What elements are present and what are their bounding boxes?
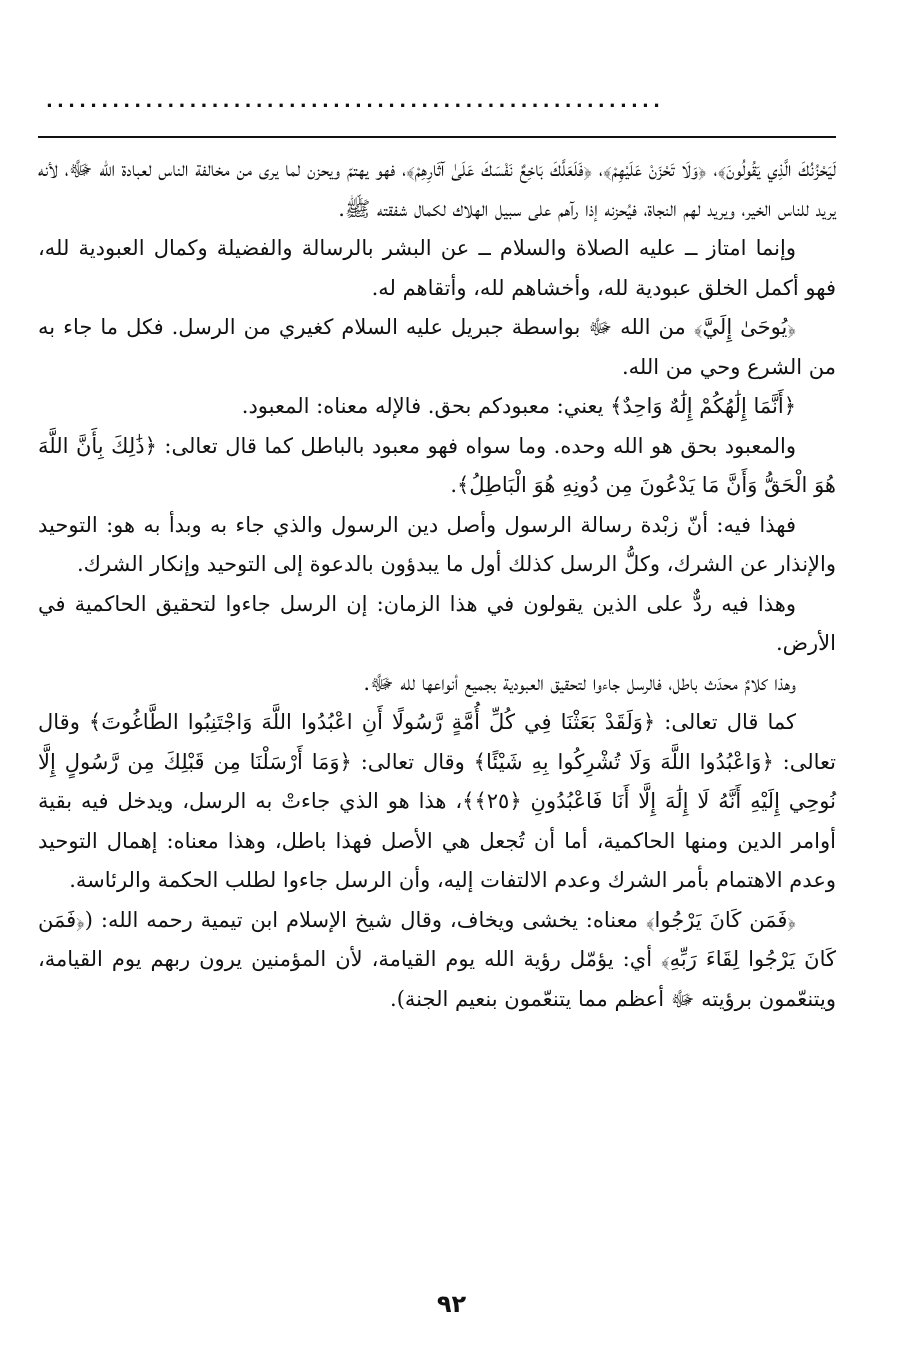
paragraph-7: وهذا فيه ردٌّ على الذين يقولون في هذا الزمان: إن الرسل جاءوا لتحقيق الحاكمية في الأرض. <box>38 591 836 655</box>
header-dots: ........................................................ <box>46 92 665 112</box>
page-number: ٩٢ <box>436 1290 467 1318</box>
paragraph-10: ﴿فَمَن كَانَ يَرْجُوا﴾ معناه: يخشى ويخاف، وقال شيخ الإسلام ابن تيمية رحمه الله: (﴿فَمَن كَانَ يَرْجُوا لِقَاءَ رَبِّهِ﴾ أي: يؤمّل رؤية الله يوم القيامة، لأن المؤمنين يرون ربهم يوم القيامة، ويتنعّمون برؤيته ﷻ أعظم مما يتنعّمون بنعيم الجنة). <box>38 907 836 1011</box>
paragraph-5: والمعبود بحق هو الله وحده. وما سواه فهو معبود بالباطل كما قال تعالى: ﴿ذَٰلِكَ بِأَنَّ اللَّهَ هُوَ الْحَقُّ وَأَنَّ مَا يَدْعُونَ مِن دُونِهِ هُوَ الْبَاطِلُ﴾. <box>38 433 836 497</box>
page-body <box>38 150 836 1019</box>
paragraph-8: وهذا كلامٌ محدَث باطل، فالرسل جاءوا لتحقيق العبودية بجميع أنواعها لله ﷻ. <box>363 670 796 695</box>
paragraph-4: ﴿أَنَّمَا إِلَٰهُكُمْ إِلَٰهٌ وَاحِدٌ﴾ يعني: معبودكم بحق. فالإله معناه: المعبود. <box>241 394 796 418</box>
header-rule <box>38 136 836 138</box>
paragraph-6: فهذا فيه: أنّ زبْدة رسالة الرسول وأصل دين الرسول والذي جاء به وبدأ به هو: التوحيد والإنذار عن الشرك، وكلُّ الرسل كذلك أول ما يبدؤون بالدعوة إلى التوحيد وإنكار الشرك. <box>38 512 836 576</box>
paragraph-9: كما قال تعالى: ﴿وَلَقَدْ بَعَثْنَا فِي كُلِّ أُمَّةٍ رَّسُولًا أَنِ اعْبُدُوا اللَّهَ وَاجْتَنِبُوا الطَّاغُوتَ﴾ وقال تعالى: ﴿وَاعْبُدُوا اللَّهَ وَلَا تُشْرِكُوا بِهِ شَيْئًا﴾ وقال تعالى: ﴿وَمَا أَرْسَلْنَا مِن قَبْلِكَ مِن رَّسُولٍ إِلَّا نُوحِي إِلَيْهِ أَنَّهُ لَا إِلَٰهَ إِلَّا أَنَا فَاعْبُدُونِ ﴿٢٥﴾﴾، هذا هو الذي جاءتْ به الرسل، ويدخل فيه بقية أوامر الدين ومنها الحاكمية، أما أن تُجعل هي الأصل فهذا باطل، وهذا معناه: إهمال التوحيد وعدم الاهتمام بأمر الشرك وعدم الالتفات إليه، وأن الرسل جاءوا لطلب الحكمة والرئاسة. <box>38 710 836 892</box>
paragraph-3: ﴿يُوحَىٰ إِلَيَّ﴾ من الله ﷻ بواسطة جبريل عليه السلام كغيري من الرسل. فكل ما جاء به من الشرع وحي من الله. <box>38 315 836 379</box>
paragraph-1: لَيَحْزُنُكَ الَّذِي يَقُولُونَ﴾، ﴿وَلَا تَحْزَنْ عَلَيْهِمْ﴾، ﴿فَلَعَلَّكَ بَاخِعٌ نَفْسَكَ عَلَىٰ آثَارِهِمْ﴾، فهو يهتمّ ويحزن لما يرى من مخالفة الناس لعبادة الله ﷻ، لأنه يريد للناس الخير، ويريد لهم النجاة، فيُحزنه إذا رآهم على سبيل الهلاك لكمال شفقته ﷺ. <box>38 157 836 221</box>
paragraph-2: وإنما امتاز ــ عليه الصلاة والسلام ــ عن البشر بالرسالة والفضيلة وكمال العبودية لله، فهو أكمل الخلق عبودية لله، وأخشاهم لله، وأتقاهم له. <box>38 236 836 300</box>
